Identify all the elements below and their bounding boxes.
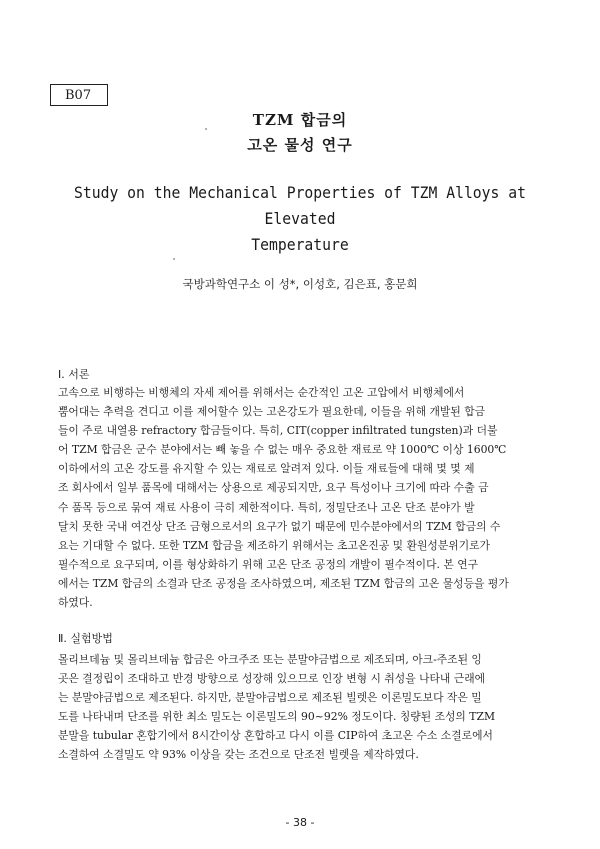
paragraph-line: 뿜어대는 추력을 견디고 이를 제어할수 있는 고온강도가 필요한데, 이들을 위해 개발된 합금 bbox=[58, 405, 486, 419]
paragraph-line: 수 품목 등으로 묶여 재료 사용이 극히 제한적이다. 특히, 정밀단조나 고온 단조 분야가 발 bbox=[58, 500, 475, 514]
paragraph-line: 소결하여 소결밀도 약 93% 이상을 갖는 조건으로 단조전 빌렛을 제작하였다. bbox=[58, 748, 419, 762]
paragraph-line: 고속으로 비행하는 비행체의 자세 제어를 위해서는 순간적인 고온 고압에서 비행체에서 bbox=[58, 386, 465, 399]
korean-title-line-2: 고온 물성 연구 bbox=[247, 136, 353, 154]
section-heading-introduction: Ⅰ. 서론 bbox=[58, 368, 90, 381]
section-heading-methods: Ⅱ. 실험방법 bbox=[58, 632, 113, 645]
paragraph-line: 몰리브데늄 및 몰리브데늄 합금은 아크주조 또는 분말야금법으로 제조되며, 아크-주조된 잉 bbox=[58, 653, 482, 666]
paragraph-line: 분말을 tubular 혼합기에서 8시간이상 혼합하고 다시 이를 CIP하여 초고온 수소 소결로에서 bbox=[58, 729, 493, 743]
page-number: - 38 - bbox=[285, 816, 315, 829]
methods-paragraph bbox=[58, 650, 544, 765]
scan-speck bbox=[205, 128, 207, 130]
paragraph-line: 에서는 TZM 합금의 소결과 단조 공정을 조사하였으며, 제조된 TZM 합금의 고온 물성등을 평가 bbox=[58, 576, 509, 590]
korean-title-line-1: TZM 합금의 bbox=[252, 111, 348, 129]
paragraph-line: 조 회사에서 일부 품목에 대해서는 상용으로 제공되지만, 요구 특성이나 크기에 따라 수출 금 bbox=[58, 481, 489, 495]
paragraph-line: 곳은 결정립이 조대하고 반경 방향으로 성장해 있으므로 인장 변형 시 취성을 나타내 근래에 bbox=[58, 672, 486, 686]
paragraph-line: 이하에서의 고온 강도를 유지할 수 있는 재료로 알려져 있다. 이들 재료들에 대해 몇 몇 제 bbox=[58, 462, 475, 476]
english-title-line-1: Study on the Mechanical Properties of TZM Alloys at Elevated bbox=[74, 183, 526, 228]
author-line: 국방과학연구소 이 성*, 이성호, 김은표, 홍문희 bbox=[182, 277, 418, 291]
paragraph-line: 어 TZM 합금은 군수 분야에서는 빼 놓을 수 없는 매우 중요한 재료로 약 1000℃ 이상 1600℃ bbox=[58, 443, 507, 457]
paragraph-line: 요는 기대할 수 없다. 또한 TZM 합금을 제조하기 위해서는 초고온진공 및 환원성분위기로가 bbox=[58, 538, 490, 552]
paragraph-line: 도를 나타내며 단조를 위한 최소 밀도는 이론밀도의 90~92% 정도이다. 칭량된 조성의 TZM bbox=[58, 710, 496, 724]
paragraph-line: 들이 주로 내열용 refractory 합금들이다. 특히, CIT(copper infiltrated tungsten)과 더불 bbox=[58, 424, 498, 438]
paper-code-box: B07 bbox=[50, 84, 108, 106]
paragraph-line: 하였다. bbox=[58, 596, 93, 610]
english-title-line-2: Temperature bbox=[251, 235, 349, 254]
introduction-paragraph bbox=[58, 383, 544, 612]
paragraph-line: 달치 못한 국내 여건상 단조 금형으로서의 요구가 없기 때문에 민수분야에서의 TZM 합금의 수 bbox=[58, 519, 501, 533]
english-title bbox=[61, 180, 539, 258]
scan-speck bbox=[173, 258, 175, 260]
paragraph-line: 필수적으로 요구되며, 이를 형상화하기 위해 고온 단조 공정의 개발이 필수적이다. 본 연구 bbox=[58, 557, 479, 571]
paragraph-line: 는 분말야금법으로 제조된다. 하지만, 분말야금법으로 제조된 빌렛은 이론밀도보다 작은 밀 bbox=[58, 691, 482, 705]
